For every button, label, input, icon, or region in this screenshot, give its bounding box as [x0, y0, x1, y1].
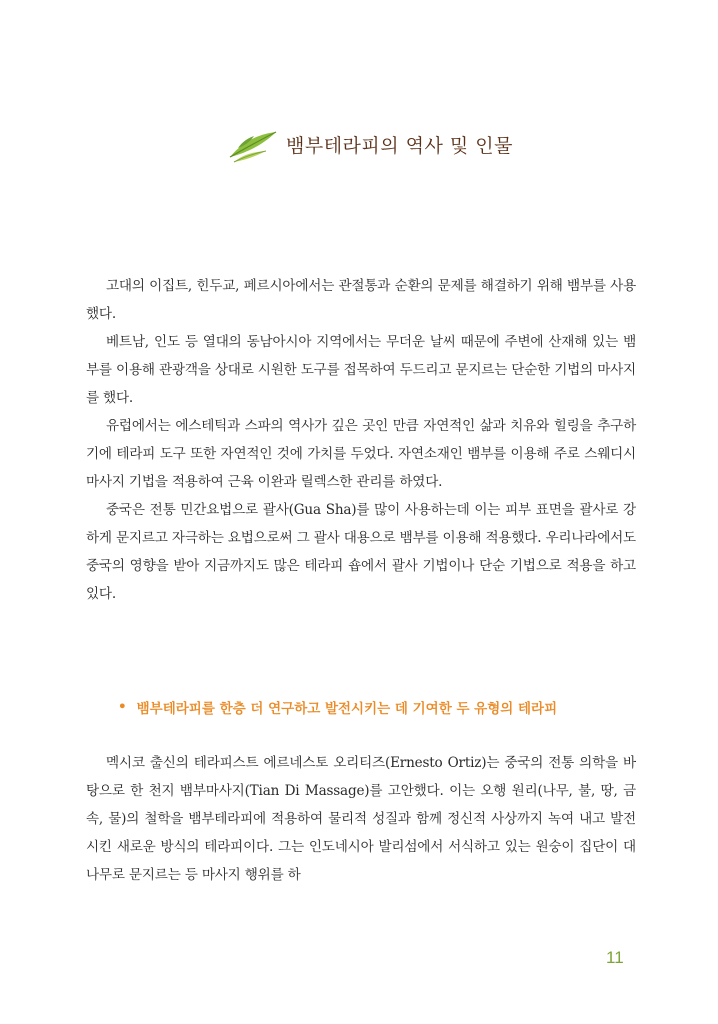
- paragraph: 고대의 이집트, 힌두교, 페르시아에서는 관절통과 순환의 문제를 해결하기 위해 뱀부를 사용했다.: [86, 278, 636, 322]
- intro-paragraphs: [86, 272, 636, 608]
- subheading-text: 뱀부테라피를 한층 더 연구하고 발전시키는 데 기여한 두 유형의 테라피: [136, 701, 558, 717]
- chapter-title-text: 뱀부테라피의 역사 및 인물: [286, 134, 514, 157]
- bullet-icon: •: [118, 699, 127, 715]
- page-number: 11: [606, 948, 624, 967]
- paragraph: 베트남, 인도 등 열대의 동남아시아 지역에서는 무더운 날씨 때문에 주변에 산재해 있는 뱀부를 이용해 관광객을 상대로 시원한 도구를 접목하여 두드리고 문지르는 단순한 기법의 마사지를 했다.: [86, 334, 636, 406]
- second-paragraphs: [86, 749, 636, 889]
- paragraph: 중국은 전통 민간요법으로 괄사(Gua Sha)를 많이 사용하는데 이는 피부 표면을 괄사로 강하게 문지르고 자극하는 요법으로써 그 괄사 대용으로 뱀부를 이용해 적용했다. 우리나라에서도 중국의 영향을 받아 지금까지도 많은 테라피 숍에서 괄사 기법이나 단순 기법으로 적용을 하고 있다.: [86, 502, 636, 602]
- section-subheading: [118, 697, 638, 717]
- chapter-title: [226, 122, 546, 166]
- paragraph: 멕시코 출신의 테라피스트 에르네스토 오리티즈(Ernesto Ortiz)는 중국의 전통 의학을 바탕으로 한 천지 뱀부마사지(Tian Di Massage)를 고안했다. 이는 오행 원리(나무, 불, 땅, 금속, 물)의 철학을 뱀부테라피에 적용하여 물리적 성질과 함께 정신적 사상까지 녹여 내고 발전시킨 새로운 방식의 테라피이다. 그는 인도네시아 발리섬에서 서식하고 있는 원숭이 집단이 대나무로 문지르는 등 마사지 행위를 하: [86, 755, 636, 883]
- paragraph: 유럽에서는 에스테틱과 스파의 역사가 깊은 곳인 만큼 자연적인 삶과 치유와 힐링을 추구하기에 테라피 도구 또한 자연적인 것에 가치를 두었다. 자연소재인 뱀부를 이용해 주로 스웨디시 마사지 기법을 적용하여 근육 이완과 릴렉스한 관리를 하였다.: [86, 418, 636, 490]
- bamboo-leaf-icon: [226, 124, 284, 164]
